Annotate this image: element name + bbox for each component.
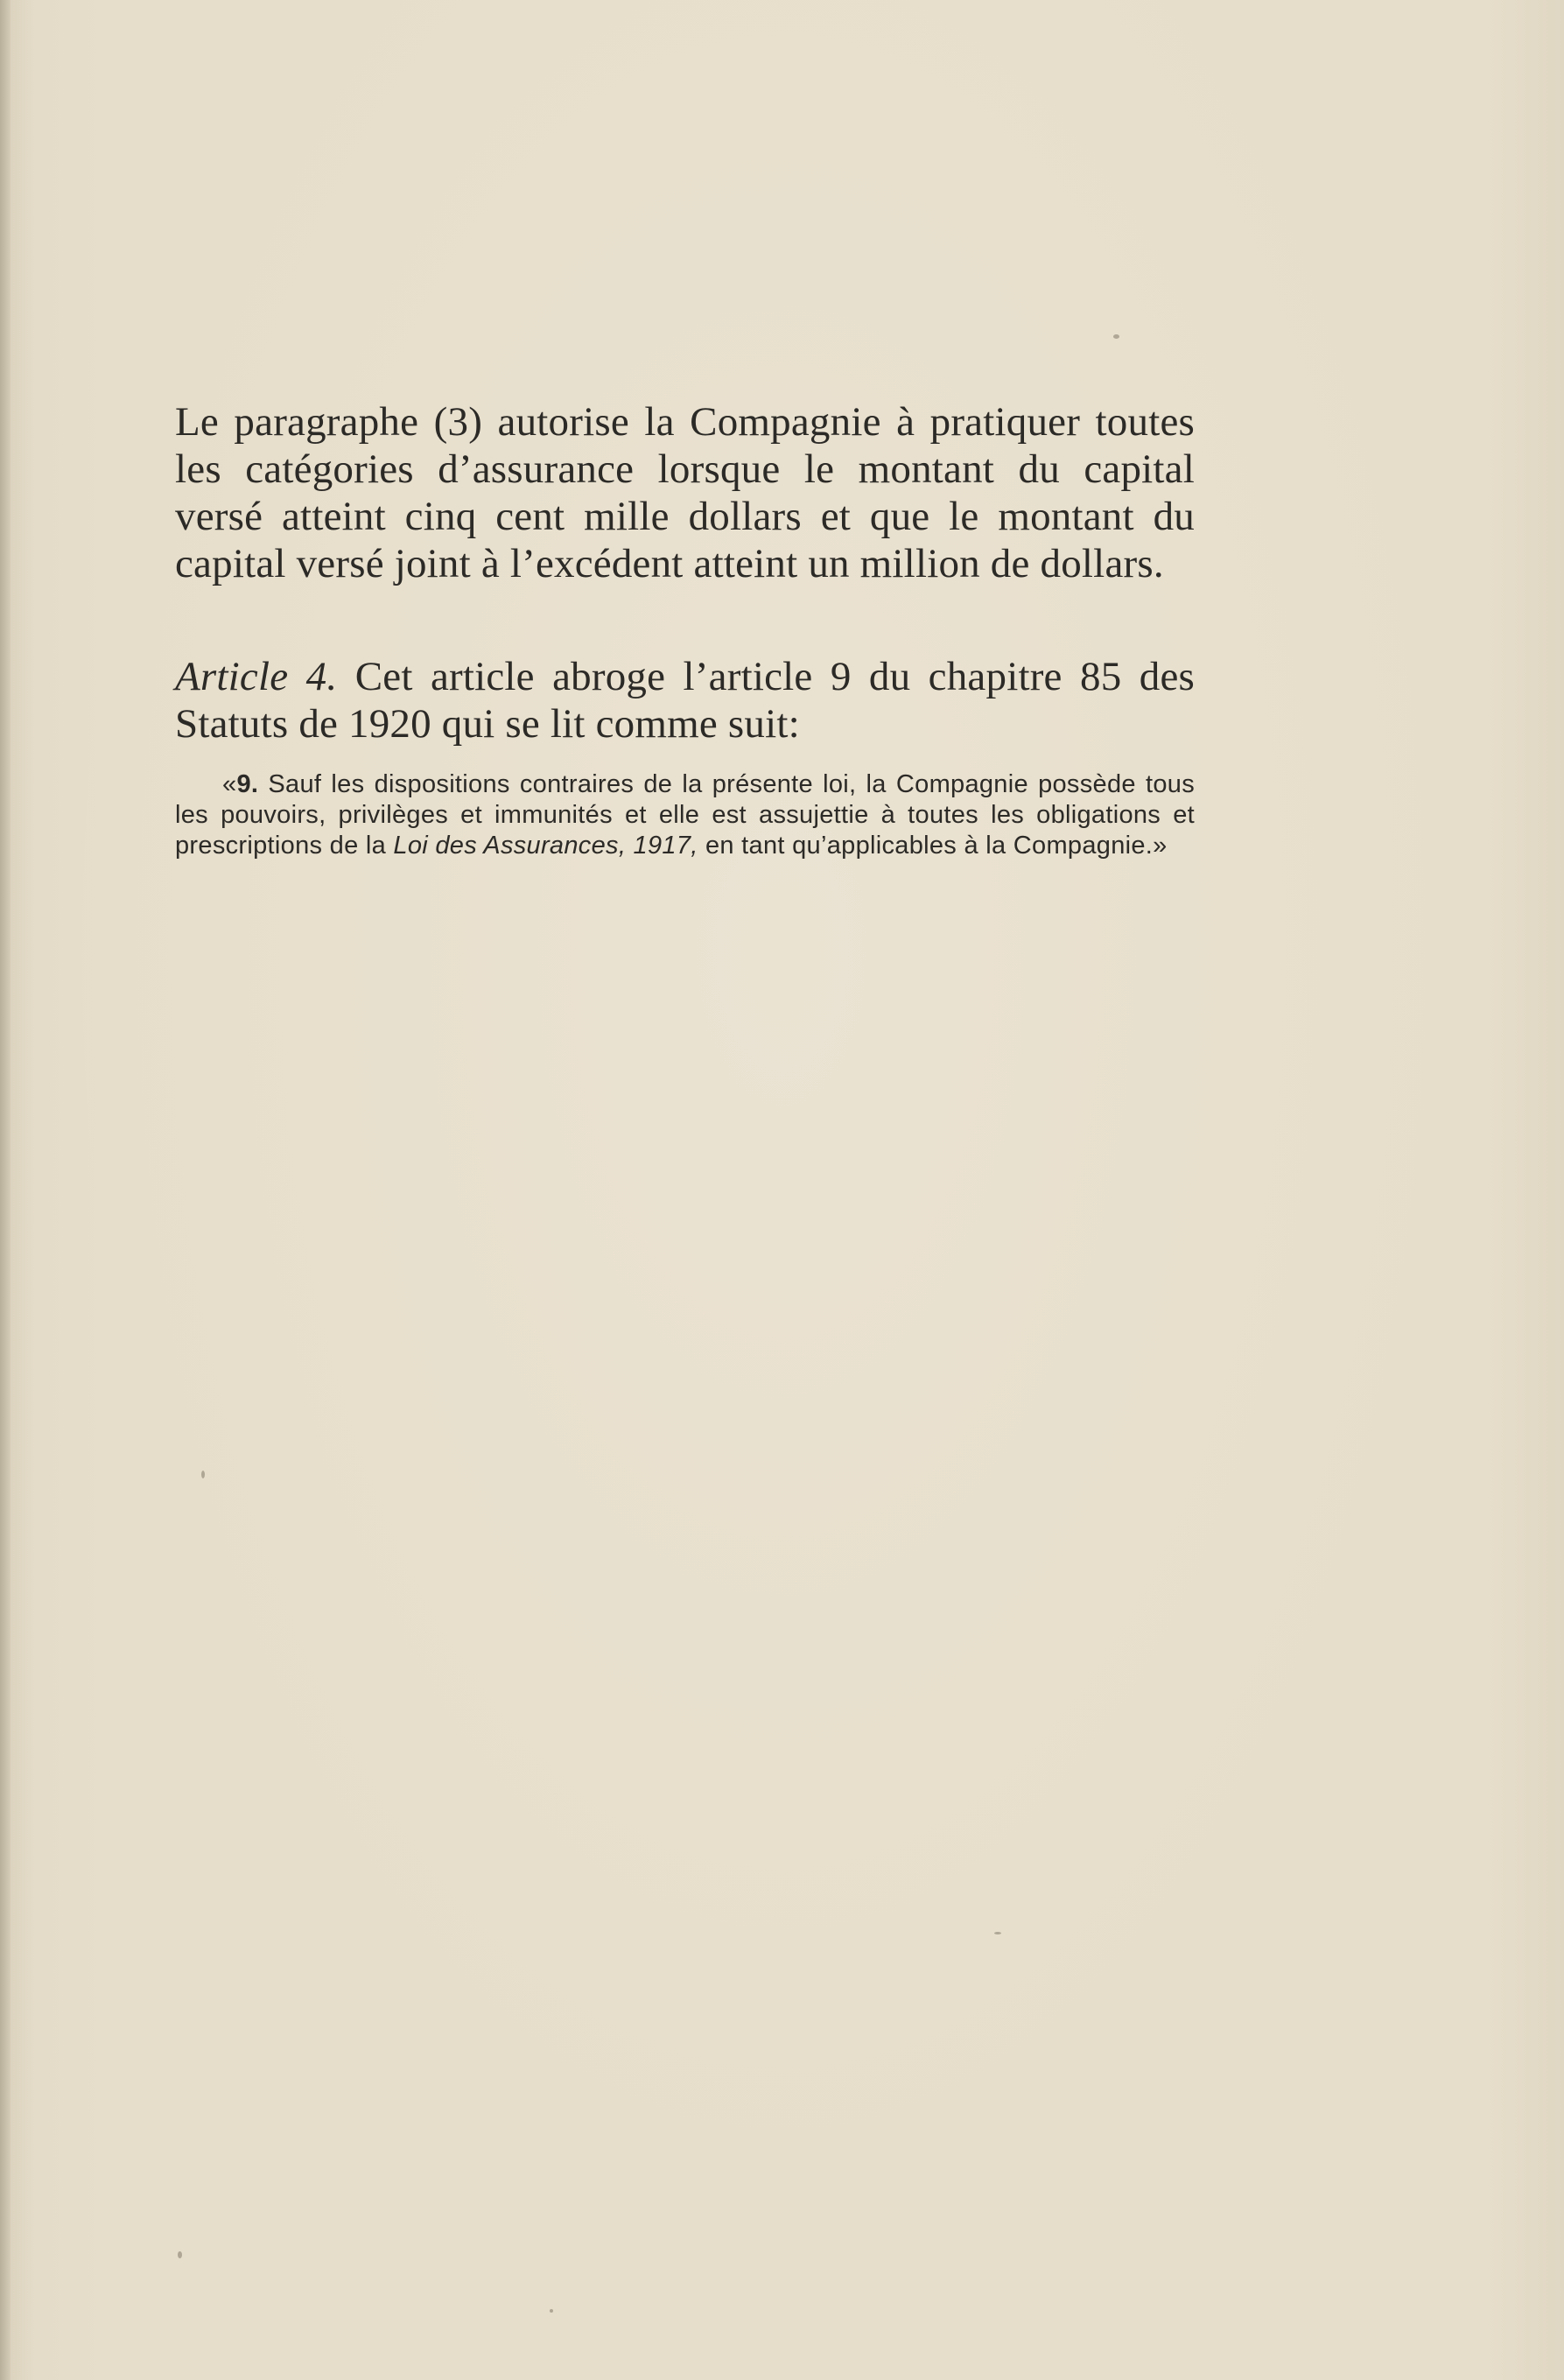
quote-text-before: Sauf les dispositions contraires de la présente loi, la Compagnie possède tous les pouvoirs, privilèges et immunités et elle est assujettie à toutes les obligations et prescriptions de la bbox=[175, 770, 1195, 860]
article-label: Article 4. bbox=[175, 654, 338, 699]
quote-text-after: en tant qu’applicables à la Compagnie.» bbox=[705, 832, 1168, 860]
section-number: 9. bbox=[236, 770, 259, 798]
binding-edge bbox=[0, 0, 11, 2380]
paper-speck bbox=[994, 1932, 1001, 1934]
document-body bbox=[175, 398, 1195, 861]
quote-open-mark: « bbox=[222, 770, 237, 798]
act-title: Loi des Assurances, 1917, bbox=[393, 832, 698, 860]
quoted-section bbox=[175, 769, 1195, 861]
paper-speck bbox=[1113, 334, 1119, 339]
article-4-paragraph bbox=[175, 653, 1195, 748]
paper-speck bbox=[178, 2251, 182, 2258]
paper-speck bbox=[201, 1471, 205, 1478]
article-text: Cet article abroge l’article 9 du chapitre 85 des Statuts de 1920 qui se lit comme suit: bbox=[175, 654, 1196, 747]
paragraph-3-explanation: Le paragraphe (3) autorise la Compagnie à pratiquer toutes les catégories d’assurance lorsque le montant du capital versé atteint cinq cent mille dollars et que le montant du capital versé joint à l’excédent atteint un million de dollars. bbox=[175, 399, 1195, 586]
paper-speck bbox=[550, 2309, 553, 2313]
